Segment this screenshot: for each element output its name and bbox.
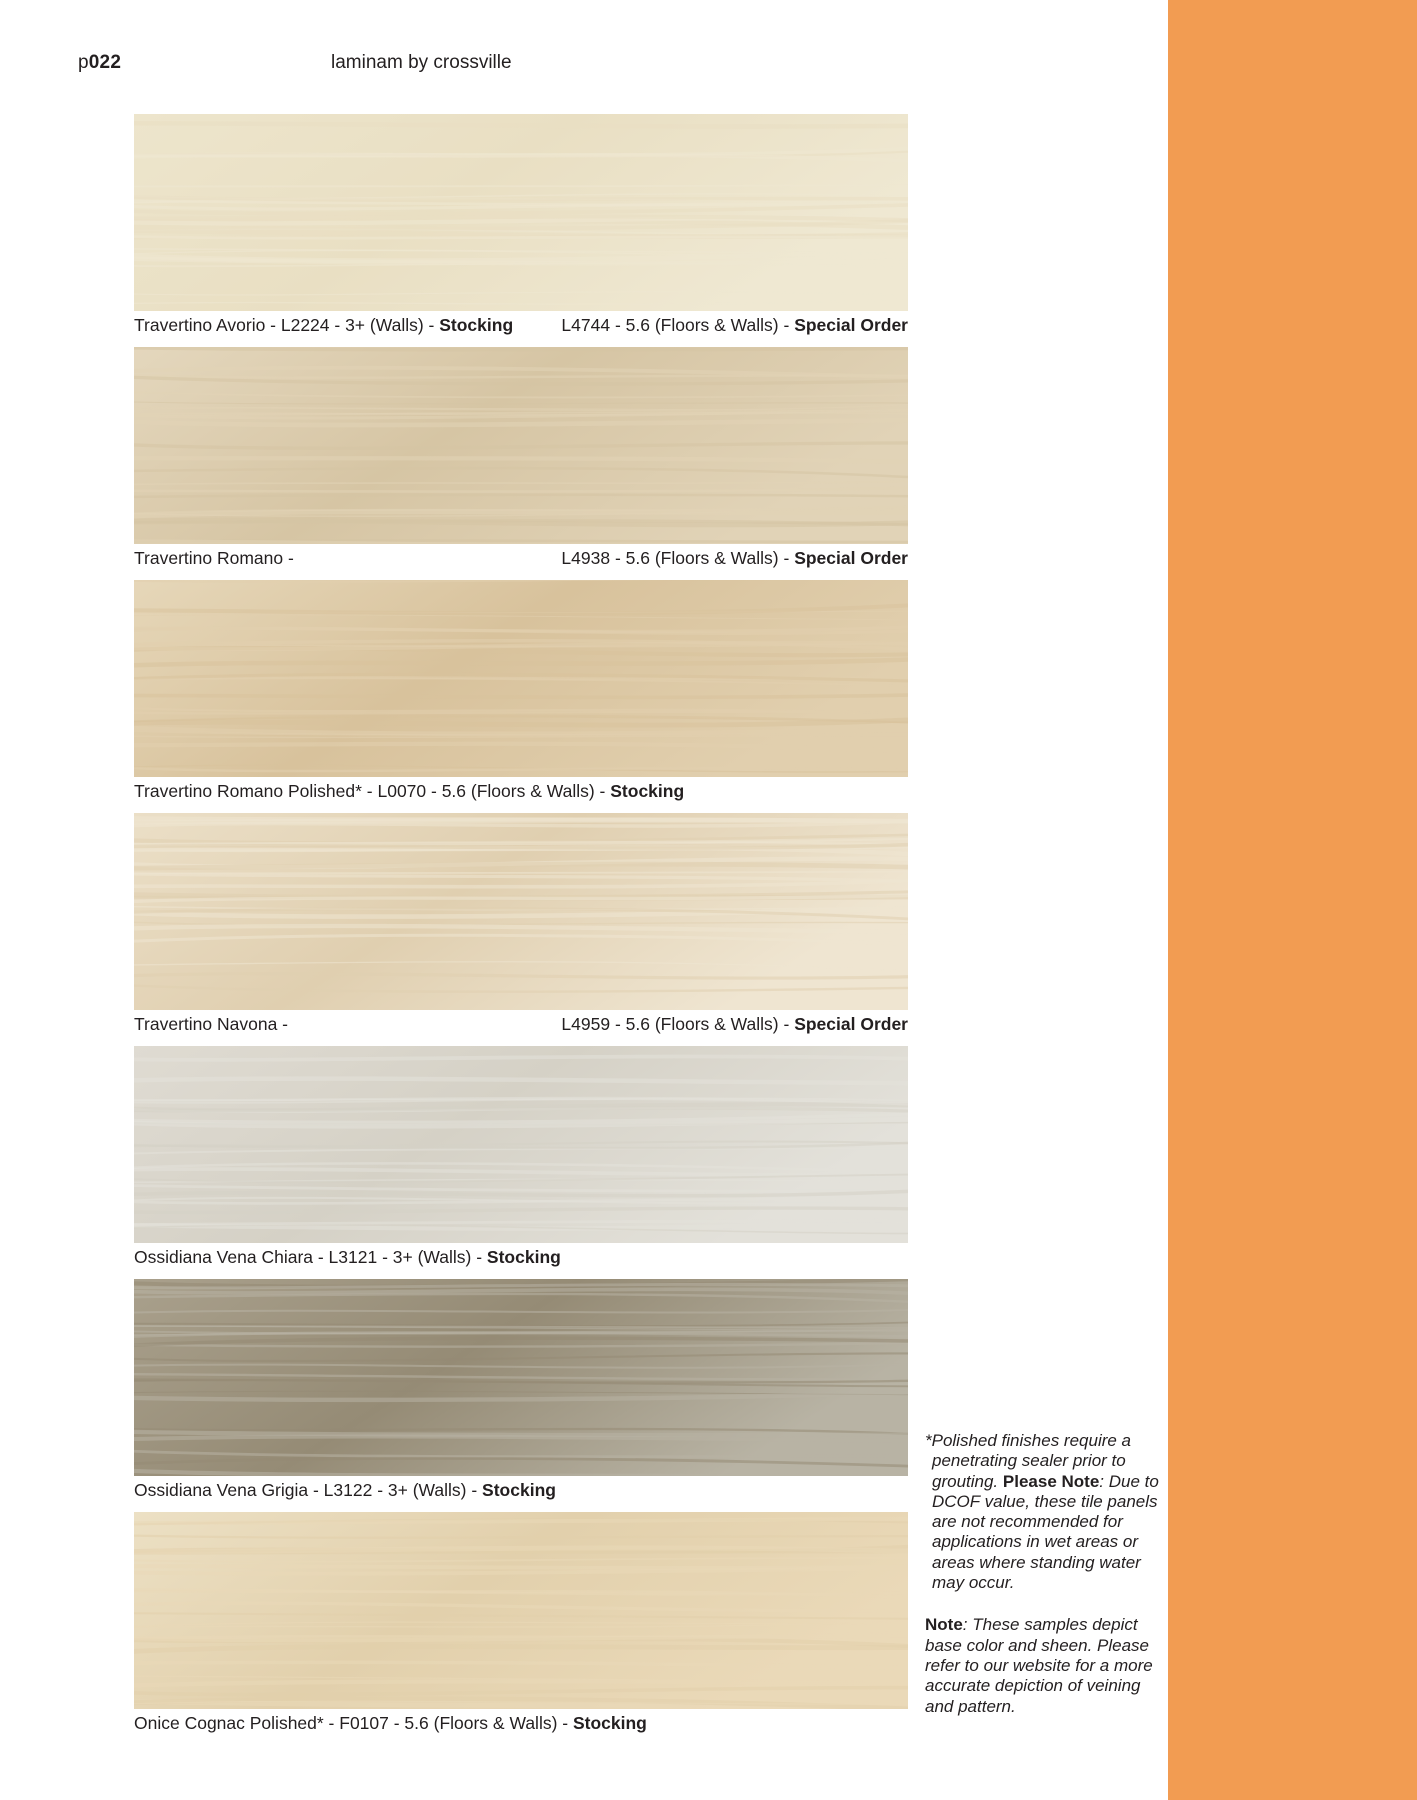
page-number: p022 bbox=[78, 52, 122, 73]
tile-swatch bbox=[134, 347, 908, 544]
caption-right: L4959 - 5.6 (Floors & Walls) - Special Order bbox=[561, 1014, 908, 1034]
caption-left: Travertino Romano Polished* - L0070 - 5.6 (Floors & Walls) - Stocking bbox=[134, 781, 685, 801]
tile-caption bbox=[134, 1476, 908, 1512]
tile-onice-cognac-polished bbox=[134, 1512, 908, 1745]
caption-left: Ossidiana Vena Grigia - L3122 - 3+ (Walls) - Stocking bbox=[134, 1480, 556, 1500]
stone-texture bbox=[134, 114, 908, 311]
caption-right: L4938 - 5.6 (Floors & Walls) - Special Order bbox=[561, 548, 908, 568]
stone-texture bbox=[134, 580, 908, 777]
tile-list bbox=[134, 114, 908, 1745]
tile-travertino-avorio bbox=[134, 114, 908, 347]
caption-left: Travertino Navona - bbox=[134, 1014, 288, 1034]
tile-caption bbox=[134, 1010, 908, 1046]
caption-left: Travertino Avorio - L2224 - 3+ (Walls) - Stocking bbox=[134, 315, 514, 335]
orange-side-band bbox=[1168, 0, 1417, 1800]
stone-texture bbox=[134, 1279, 908, 1476]
caption-right: L4744 - 5.6 (Floors & Walls) - Special Order bbox=[561, 315, 908, 335]
tile-travertino-navona bbox=[134, 813, 908, 1046]
tile-swatch bbox=[134, 813, 908, 1010]
tile-ossidiana-vena-grigia bbox=[134, 1279, 908, 1512]
tile-caption bbox=[134, 311, 908, 347]
tile-swatch bbox=[134, 114, 908, 311]
tile-swatch bbox=[134, 580, 908, 777]
brand-title: laminam by crossville bbox=[331, 52, 512, 73]
stone-texture bbox=[134, 1046, 908, 1243]
tile-caption bbox=[134, 1709, 908, 1745]
notes-panel bbox=[925, 1431, 1165, 1717]
caption-left: Travertino Romano - bbox=[134, 548, 294, 568]
tile-swatch bbox=[134, 1046, 908, 1243]
tile-caption bbox=[134, 544, 908, 580]
tile-caption bbox=[134, 1243, 908, 1279]
tile-travertino-romano-polished bbox=[134, 580, 908, 813]
tile-swatch bbox=[134, 1512, 908, 1709]
tile-ossidiana-vena-chiara bbox=[134, 1046, 908, 1279]
caption-left: Onice Cognac Polished* - F0107 - 5.6 (Floors & Walls) - Stocking bbox=[134, 1713, 647, 1733]
tile-swatch bbox=[134, 1279, 908, 1476]
tile-caption bbox=[134, 777, 908, 813]
stone-texture bbox=[134, 347, 908, 544]
caption-left: Ossidiana Vena Chiara - L3121 - 3+ (Walls) - Stocking bbox=[134, 1247, 561, 1267]
polished-finish-note: *Polished finishes require a penetrating sealer prior to grouting. Please Note: Due to DCOF value, these tile panels are not recommended for applications in wet areas or areas where standing water may occur. bbox=[925, 1431, 1159, 1593]
tile-travertino-romano bbox=[134, 347, 908, 580]
sample-note: Note: These samples depict base color and sheen. Please refer to our website for a more accurate depiction of veining and pattern. bbox=[925, 1615, 1153, 1716]
stone-texture bbox=[134, 1512, 908, 1709]
stone-texture bbox=[134, 813, 908, 1010]
